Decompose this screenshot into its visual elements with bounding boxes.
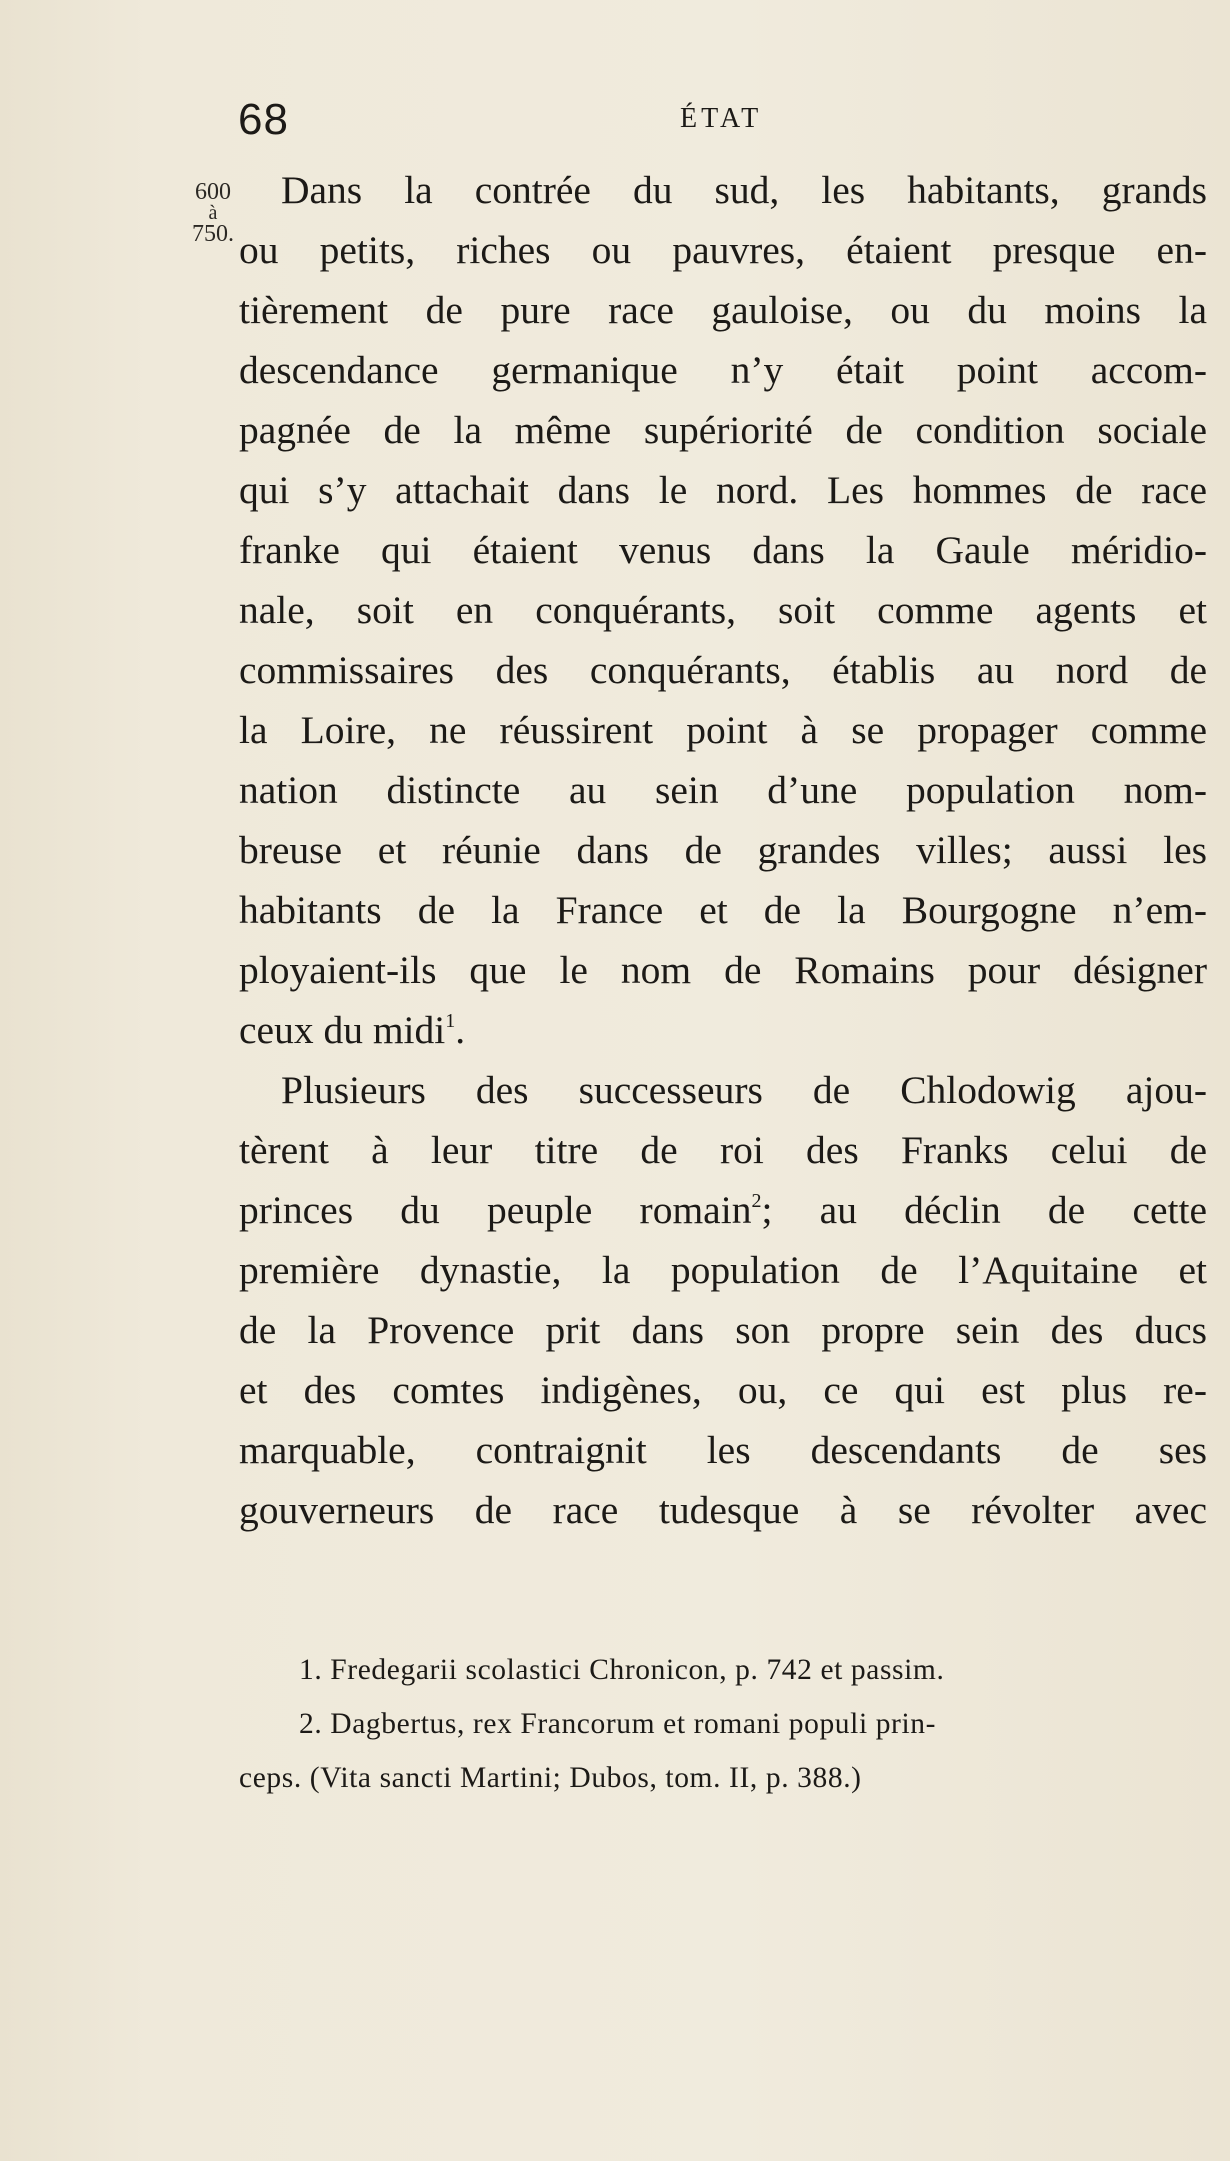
text-line: nale, soit en conquérants, soit comme agents et xyxy=(239,588,1207,632)
text-line: ou petits, riches ou pauvres, étaient presque en- xyxy=(239,228,1207,272)
footnote-2: 2. Dagbertus, rex Francorum et romani populi prin- xyxy=(299,1708,937,1740)
footnote-ref: 2 xyxy=(751,1190,762,1212)
text-line: nation distincte au sein d’une population nom- xyxy=(239,768,1207,812)
text-line: pagnée de la même supériorité de condition sociale xyxy=(239,408,1207,452)
text-line: première dynastie, la population de l’Aquitaine et xyxy=(239,1248,1207,1292)
text-line: descendance germanique n’y était point accom- xyxy=(239,348,1207,392)
text-line: breuse et réunie dans de grandes villes; aussi les xyxy=(239,828,1207,872)
page-number: 68 xyxy=(238,95,289,144)
running-head xyxy=(0,95,1230,145)
margin-date-range xyxy=(178,180,248,246)
margin-date-start: 600 xyxy=(195,179,231,205)
text-line: la Loire, ne réussirent point à se propager comme xyxy=(239,708,1207,752)
text-line: tèrent à leur titre de roi des Franks celui de xyxy=(239,1128,1207,1172)
text-line: marquable, contraignit les descendants de ses xyxy=(239,1428,1207,1472)
footnote-1: 1. Fredegarii scolastici Chronicon, p. 742 et passim. xyxy=(299,1654,945,1686)
text-line: tièrement de pure race gauloise, ou du moins la xyxy=(239,288,1207,332)
margin-date-end: 750. xyxy=(192,221,234,247)
running-title: ÉTAT xyxy=(680,103,763,134)
text-segment: princes du peuple romain xyxy=(239,1188,752,1232)
text-segment: ; au déclin de cette xyxy=(761,1188,1207,1232)
sentence-end: . xyxy=(455,1008,466,1052)
text-line: et des comtes indigènes, ou, ce qui est plus re- xyxy=(239,1368,1207,1412)
text-line xyxy=(239,1000,1207,1060)
footnotes xyxy=(239,1643,1207,1805)
text-line: Dans la contrée du sud, les habitants, grands xyxy=(281,168,1207,212)
text-line: franke qui étaient venus dans la Gaule méridio- xyxy=(239,528,1207,572)
body-text xyxy=(239,160,1207,1540)
text-line: Plusieurs des successeurs de Chlodowig ajou- xyxy=(281,1068,1207,1112)
text-line: ployaient-ils que le nom de Romains pour désigner xyxy=(239,948,1207,992)
footnote-2-continuation: ceps. (Vita sancti Martini; Dubos, tom. II, p. 388.) xyxy=(239,1762,862,1794)
footnote-ref: 1 xyxy=(445,1010,456,1032)
text-line: de la Provence prit dans son propre sein des ducs xyxy=(239,1308,1207,1352)
text-segment: ceux du midi xyxy=(239,1008,446,1052)
text-line: gouverneurs de race tudesque à se révolter avec xyxy=(239,1488,1207,1532)
text-line: qui s’y attachait dans le nord. Les hommes de race xyxy=(239,468,1207,512)
text-line: habitants de la France et de la Bourgogne n’em- xyxy=(239,888,1207,932)
margin-date-connector: à xyxy=(208,202,218,224)
text-line: commissaires des conquérants, établis au nord de xyxy=(239,648,1207,692)
text-line xyxy=(239,1180,1207,1240)
